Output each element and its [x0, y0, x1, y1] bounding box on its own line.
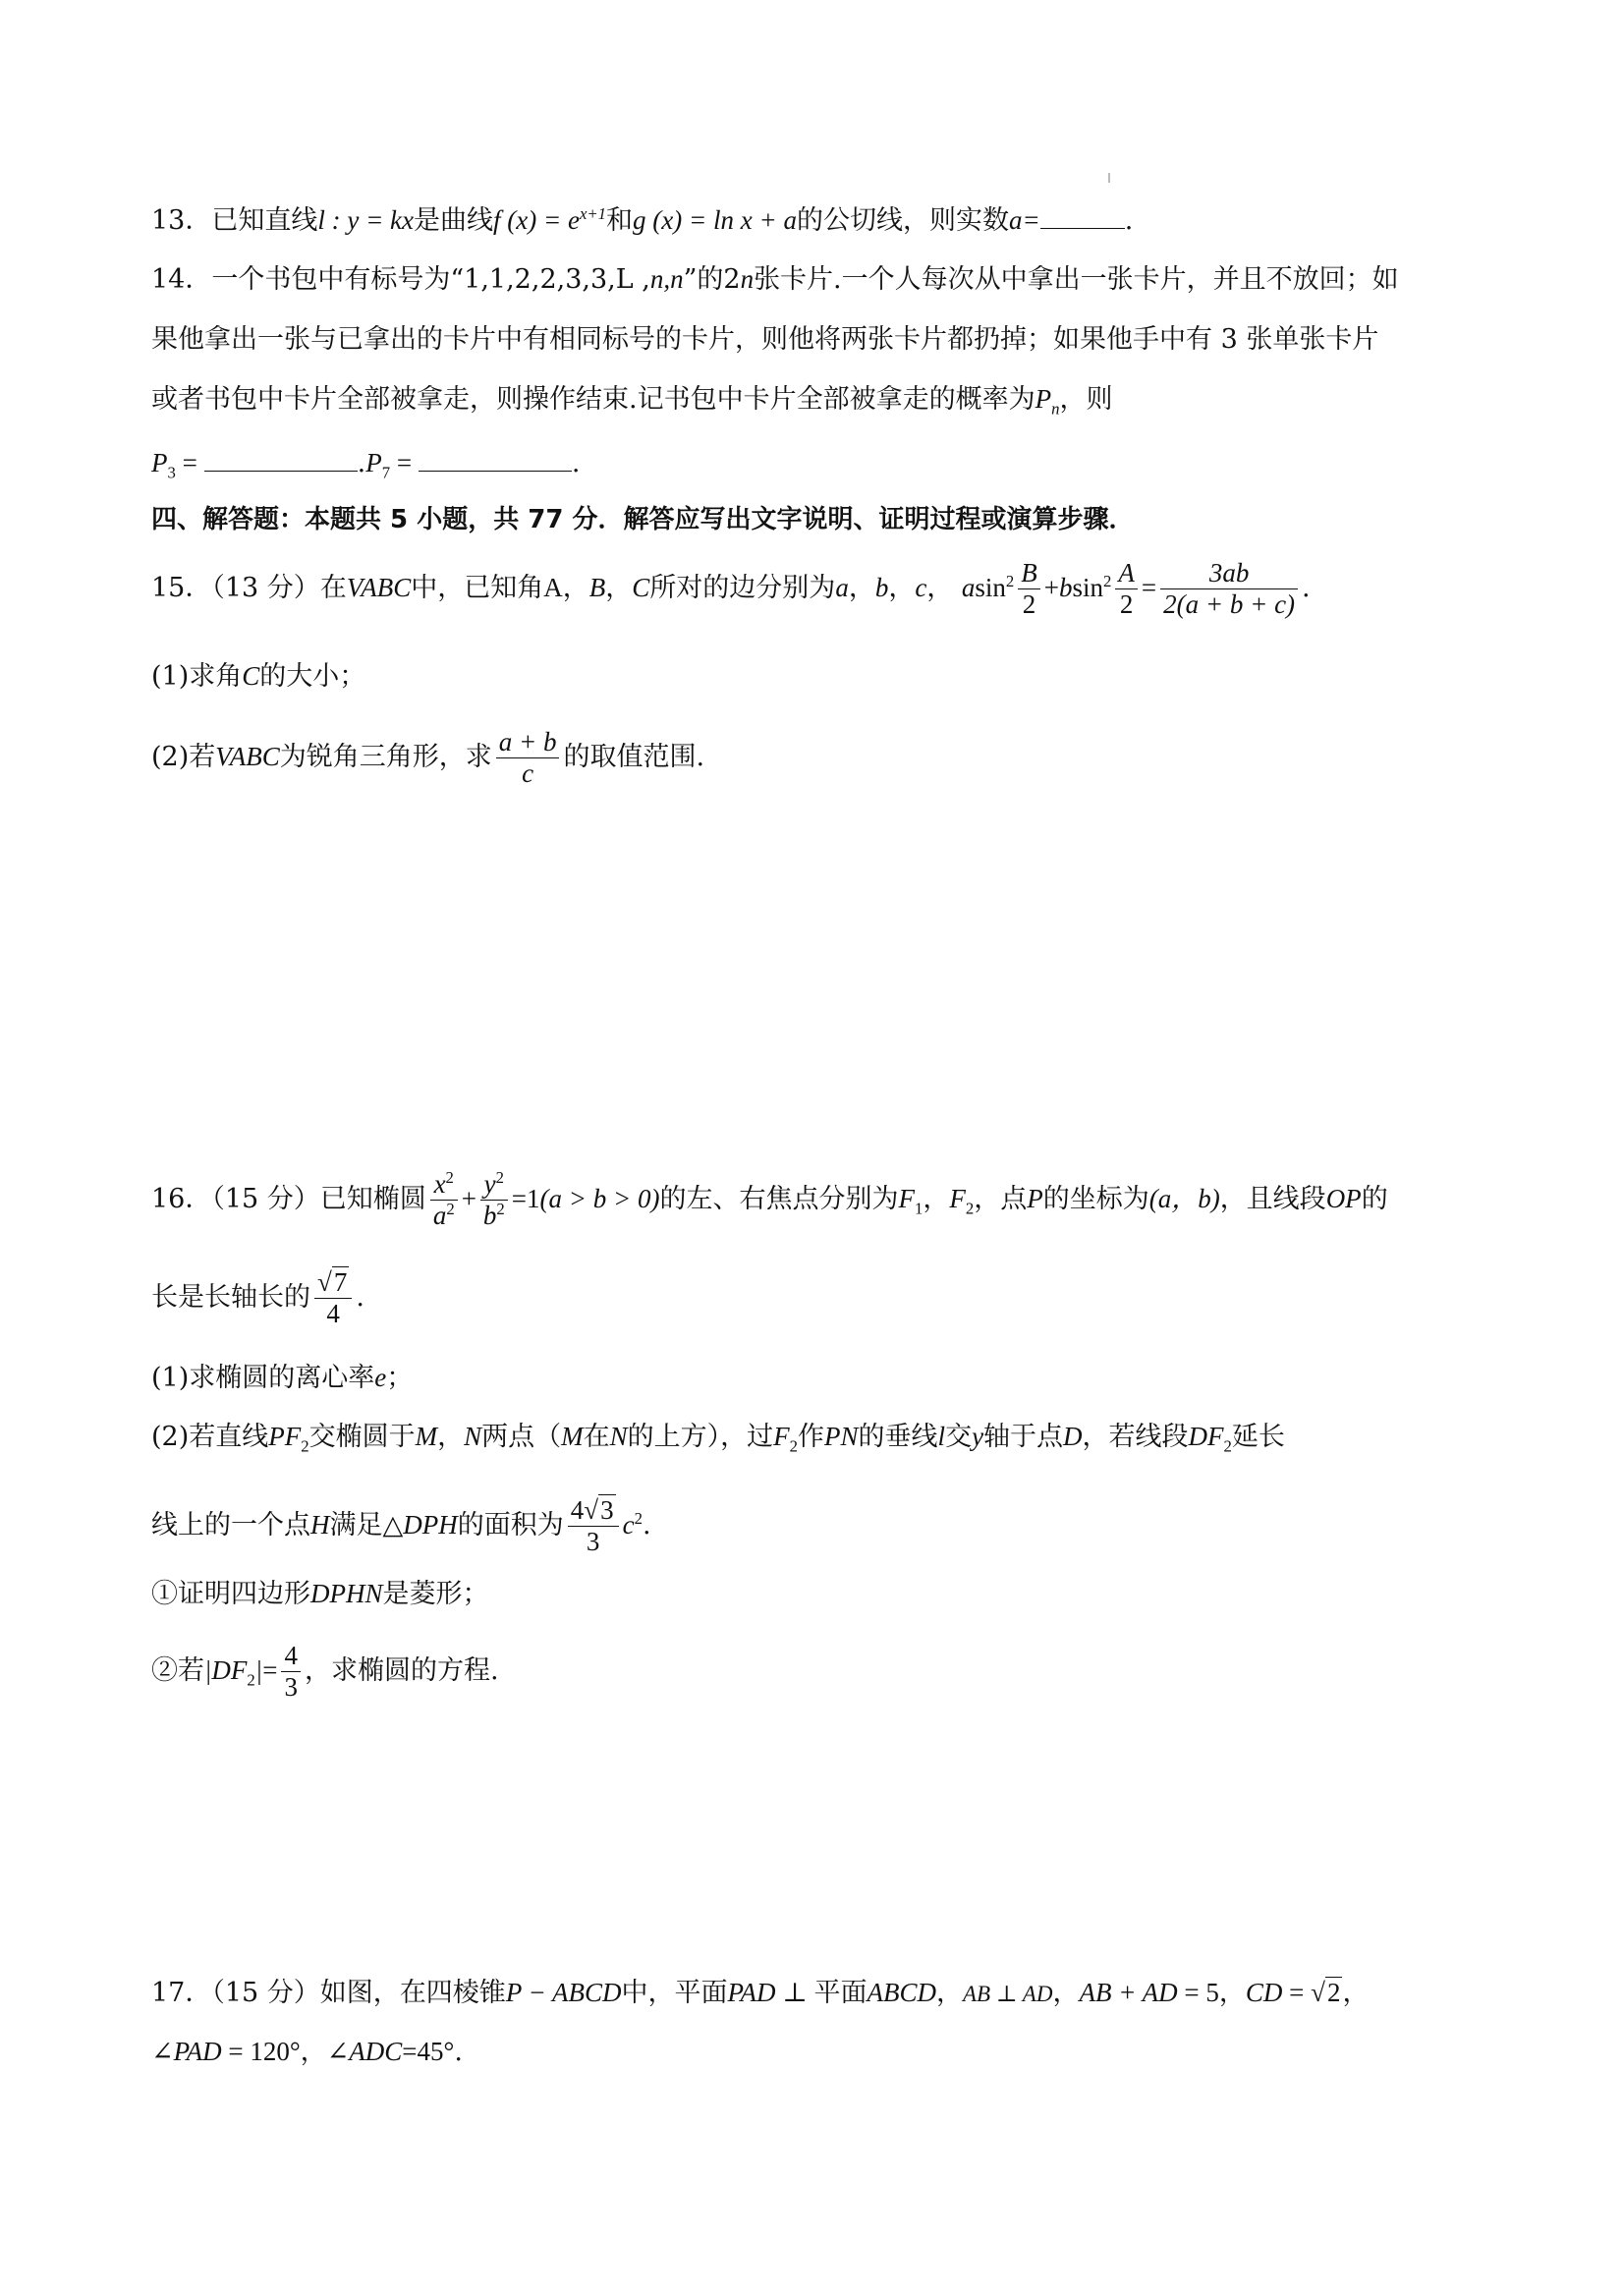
q16-sub-2: ②若$|DF_2|=$ $\frac{4}{3}$ ，求椭圆的方程.: [151, 1641, 499, 1703]
q15-frac-b: $\frac{B}{2}$: [1018, 558, 1040, 620]
q15-line-1: 15．（13 分）在VABC中，已知角A，B，C所对的边分别为a，b，c， asin$^2$ $\frac{B}{2}$ +bsin$^2$ $\frac{A}{2}$ = $\frac{3ab}{2(a + b + c)}$ .: [151, 558, 1311, 620]
q14-line-1: 14．一个书包中有标号为“1,1,2,2,3,3,L ,n,n”的2n张卡片.一个人每次从中拿出一张卡片，并且不放回；如: [151, 264, 1399, 295]
q17-line-1: 17．（15 分）如图，在四棱锥P − ABCD中，平面PAD ⊥ 平面ABCD，AB ⊥ AD，AB + AD = 5，CD = √2，: [151, 1978, 1370, 2008]
q14-p3-blank: [204, 444, 358, 472]
q16-frac-x: $\frac{x^2}{a^2}$: [430, 1169, 458, 1231]
q15-frac-rhs: $\frac{3ab}{2(a + b + c)}$: [1160, 558, 1298, 620]
q15-frac-a: $\frac{A}{2}$: [1115, 558, 1138, 620]
q16-frac-y: $\frac{y^2}{b^2}$: [480, 1169, 508, 1231]
q14-p7-blank: [419, 444, 572, 472]
q15-part-1: (1)求角C的大小；: [151, 661, 366, 692]
section-heading: 四、解答题：本题共 5 小题，共 77 分．解答应写出文字说明、证明过程或演算步骤．: [151, 505, 1135, 534]
q16-number: 16．: [151, 1184, 212, 1215]
scan-mark: [1108, 173, 1110, 183]
q16-frac-sqrt7: $\frac{√7}{4}$: [314, 1267, 352, 1329]
q14-line-4: $P_3 = .P_7$ = .: [151, 444, 580, 479]
q16-line-2: 长是长轴长的 $\frac{√7}{4}$ .: [151, 1267, 364, 1329]
q13-number: 13．: [151, 205, 212, 236]
q16-sub-1: ①证明四边形DPHN是菱形；: [151, 1579, 489, 1609]
q13-line: 13．已知直线l : y = kx是曲线f $(x) = e^{x+1}$和g (x) = ln x + a的公切线，则实数a= .: [151, 201, 1133, 237]
q13-answer-blank: [1040, 201, 1125, 229]
q17-line-2: ∠PAD = 120°，∠ADC=45°.: [151, 2037, 463, 2067]
q17-number: 17．: [151, 1978, 212, 2008]
q14-line-2: 果他拿出一张与已拿出的卡片中有相同标号的卡片，则他将两张卡片都扔掉；如果他手中有 3 张单张卡片: [151, 324, 1379, 355]
q14-number: 14．: [151, 264, 212, 295]
q16-frac-area: $\frac{4√3}{3}$: [568, 1495, 619, 1557]
q16-part-1: (1)求椭圆的离心率e；: [151, 1363, 414, 1393]
q16-part-2: (2)若直线$PF_2$交椭圆于M，N两点（M在N的上方），过$F_2$作PN的垂线l交y轴于点D，若线段$DF_2$延长: [151, 1422, 1285, 1456]
q16-line-4: 线上的一个点H满足△DPH的面积为 $\frac{4√3}{3}$ $c^2$.: [151, 1495, 651, 1557]
q15-frac-range: $\frac{a + b}{c}$: [496, 727, 560, 789]
q16-line-1: 16．（15 分）已知椭圆 $\frac{x^2}{a^2}$ + $\frac{y^2}{b^2}$ =1(a > b > 0)的左、右焦点分别为$F_1$，$F_2$，点P的坐标为(a，b)，且线段OP的: [151, 1168, 1388, 1231]
q14-line-3: 或者书包中卡片全部被拿走，则操作结束.记书包中卡片全部被拿走的概率为$P_n$，则: [151, 384, 1113, 419]
q15-number: 15．: [151, 573, 212, 604]
q16-frac-df2: $\frac{4}{3}$: [281, 1641, 301, 1703]
q15-part-2: (2)若VABC为锐角三角形，求 $\frac{a + b}{c}$ 的取值范围.: [151, 727, 705, 789]
